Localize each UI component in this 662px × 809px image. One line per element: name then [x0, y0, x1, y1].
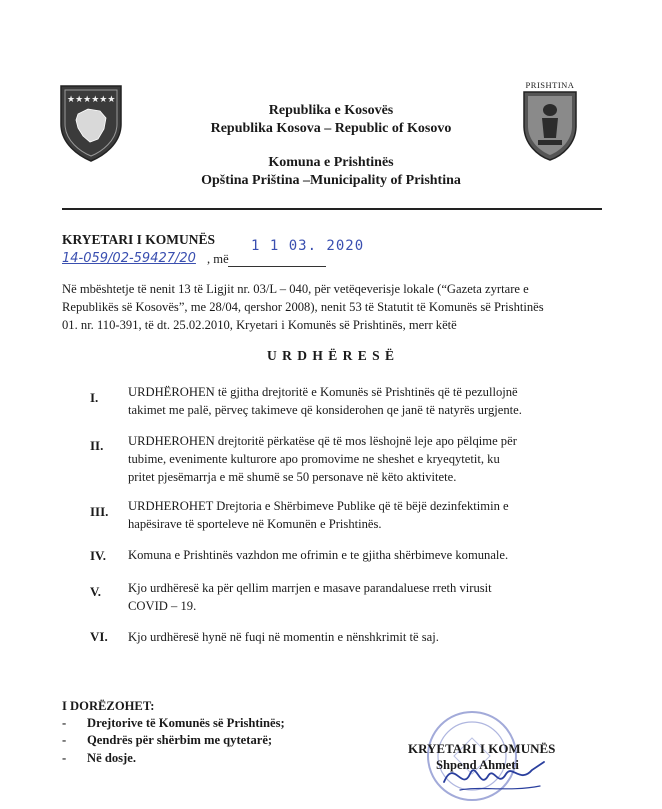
date-underline: [228, 266, 326, 267]
item-number-6: VI.: [90, 629, 108, 644]
item-text-6-line-1: Kjo urdhëresë hynë në fuqi në momentin e nënshkrimit të saj.: [128, 630, 439, 644]
item-number-4: IV.: [90, 548, 107, 563]
prishtina-emblem-label: PRISHTINA: [525, 80, 575, 90]
preamble-line-1: Në mbështetje të nenit 13 të Ligjit nr. 03/L – 040, për vetëqeverisje lokale (“Gazeta zyrtare e: [62, 282, 529, 296]
date-stamp: 1 1 03. 2020: [251, 238, 365, 254]
item-text-5-line-1: Kjo urdhëresë ka për qellim marrjen e masave parandaluese rreth virusit: [128, 581, 492, 595]
office-title: KRYETARI I KOMUNËS: [62, 232, 216, 247]
item-number-1: I.: [90, 390, 99, 405]
item-text-3-line-1: URDHEROHET Drejtoria e Shërbimeve Publike që të bëjë dezinfektimin e: [128, 499, 509, 513]
signatory-name: Shpend Ahmeti: [436, 758, 519, 772]
document-title: U R D H Ë R E S Ë: [266, 348, 396, 363]
header-republic-sq: Republika e Kosovës: [268, 103, 394, 118]
delivery-bullet-1: -: [62, 716, 67, 730]
item-text-3-line-2: hapësirave të sporteleve në Komunën e Prishtinës.: [128, 517, 382, 531]
item-number-2: II.: [90, 438, 104, 453]
delivery-item-1: Drejtorive të Komunës së Prishtinës;: [87, 716, 285, 730]
delivery-item-2: Qendrës për shërbim me qytetarë;: [87, 733, 273, 747]
header-republic-multi: Republika Kosova – Republic of Kosovo: [210, 121, 452, 136]
item-text-1-line-2: takimet me palë, përveç takimeve që konsiderohen qe janë të natyrës urgjente.: [128, 403, 522, 417]
date-label: , më: [207, 252, 229, 266]
preamble-line-3: 01. nr. 110-391, të dt. 25.02.2010, Kryetari i Komunës së Prishtinës, merr këtë: [62, 318, 457, 332]
delivery-item-3: Në dosje.: [87, 751, 136, 765]
item-text-1-line-1: URDHËROHEN të gjitha drejtoritë e Komunës së Prishtinës që të pezullojnë: [128, 385, 518, 399]
delivery-bullet-3: -: [62, 751, 67, 765]
header-municipality-sq: Komuna e Prishtinës: [268, 155, 394, 170]
item-text-2-line-3: pritet pjesëmarrja e më shumë se 50 personave në këto aktivitete.: [128, 470, 457, 484]
header-divider: [62, 208, 602, 210]
signature-title: KRYETARI I KOMUNËS: [408, 741, 556, 756]
item-text-4-line-1: Komuna e Prishtinës vazhdon me ofrimin e te gjitha shërbimeve komunale.: [128, 548, 509, 562]
item-text-5-line-2: COVID – 19.: [128, 599, 197, 613]
item-text-2-line-2: tubime, evenimente kulturore apo promovime ne sheshet e kryeqytetit, ku: [128, 452, 500, 466]
delivery-heading: I DORËZOHET:: [62, 699, 155, 713]
preamble-line-2: Republikës së Kosovës”, me 28/04, qershor 2008), nenit 53 të Statutit të Komunës së Prishtinës: [62, 300, 544, 314]
item-text-2-line-1: URDHEROHEN drejtoritë përkatëse që të mos lëshojnë leje apo pëlqime për: [128, 434, 517, 448]
item-number-5: V.: [90, 584, 101, 599]
delivery-bullet-2: -: [62, 733, 67, 747]
reference-number: 14-059/02-59427/20: [62, 251, 196, 266]
handwritten-signature: [440, 752, 550, 800]
header-municipality-multi: Opština Priština –Municipality of Prishtina: [201, 173, 461, 188]
svg-text:★★★★★★: ★★★★★★: [67, 95, 116, 105]
item-number-3: III.: [90, 504, 109, 519]
